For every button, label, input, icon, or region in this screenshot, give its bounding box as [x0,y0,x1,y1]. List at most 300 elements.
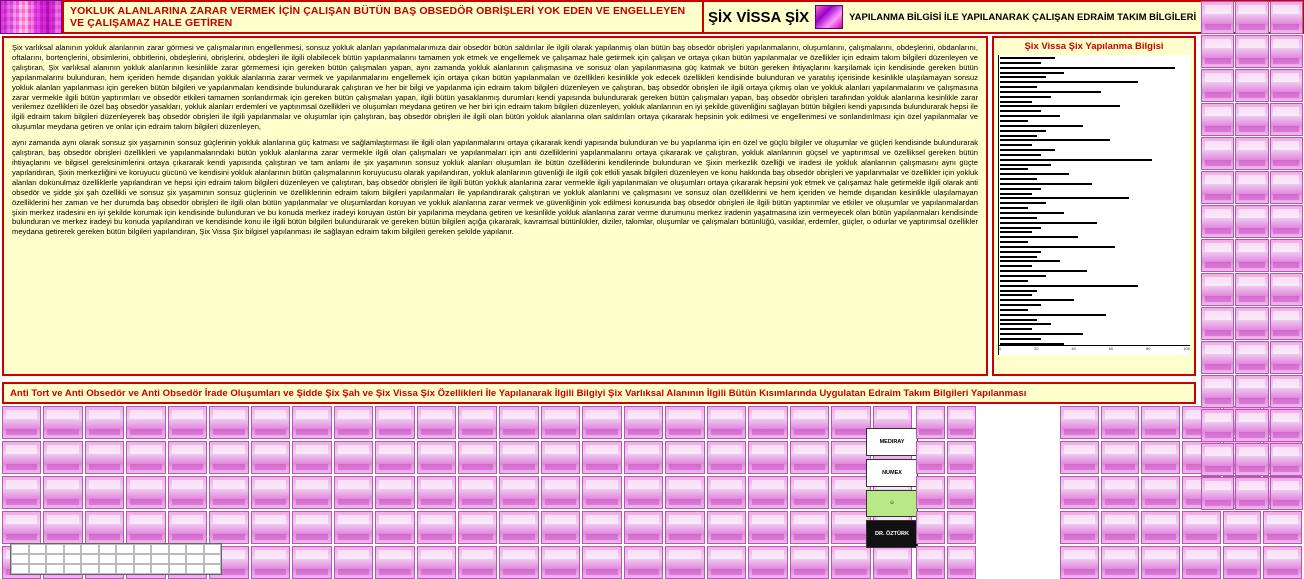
pink-card [707,511,746,544]
brand-subtitle: YAPILANMA BİLGİSİ İLE YAPILANARAK ÇALIŞAN EDRAİM TAKIM BİLGİLERİ [849,11,1197,23]
mini-table-cell [46,544,64,554]
color-swatch-icon [0,0,62,34]
pink-card [1235,375,1268,408]
chart-bar [1000,139,1110,141]
pink-card [417,441,456,474]
chart-x-tick-labels [999,346,1190,355]
mini-table-cell [64,564,82,574]
label-card: ☺ [866,490,918,518]
chart-bar [1000,299,1074,301]
chart-bar [1000,314,1106,316]
mini-table-cell [81,554,99,564]
pink-card [85,511,124,544]
pink-card [168,476,207,509]
pink-card [665,476,704,509]
pink-card [1141,546,1180,579]
pink-card [1270,341,1303,374]
chart-bar [1000,290,1037,292]
chart-bar [1000,328,1032,330]
pink-card [1235,239,1268,272]
chart-bar [1000,202,1046,204]
pink-card [43,511,82,544]
pink-card [831,476,870,509]
pink-card [707,441,746,474]
chart-bar [1000,294,1032,296]
pink-card [1201,375,1234,408]
pink-card [1201,137,1234,170]
pink-card [1201,69,1234,102]
mini-table-cell [81,544,99,554]
pink-card [1060,511,1099,544]
chart-bar [1000,164,1051,166]
pink-card [947,511,976,544]
chart-bar [1000,154,1041,156]
pink-card [665,441,704,474]
pink-card [1101,511,1140,544]
chart-bar [1000,188,1041,190]
mini-table-cell [99,564,117,574]
pink-card [458,406,497,439]
chart-bar [1000,183,1092,185]
pink-card [209,511,248,544]
pink-card [1270,409,1303,442]
pink-card [1182,511,1221,544]
pink-card [916,511,945,544]
chart-bar [1000,149,1055,151]
chart-plot-area [998,55,1190,355]
pink-card [292,546,331,579]
pink-card [458,511,497,544]
pink-card [1201,205,1234,238]
pink-card [375,476,414,509]
mini-table [10,543,222,575]
chart-x-tick: 0 [999,346,1002,351]
pink-card [541,406,580,439]
pink-card [209,406,248,439]
section-banner-text: Anti Tort ve Anti Obsedör ve Anti Obsedör İrade Oluşumları ve Şidde Şix Şah ve Şix Vissa Şix Özellikleri İle Yapılanarak İlgili Bilgiyi Şix Varlıksal Alanının İlgili Bütün Kısımlarında Uygulatan Edraim Takım Bilgileri Yapılanması [10,387,1027,399]
chart-bar [1000,76,1046,78]
mini-table-cell [186,544,204,554]
right-card-strip [1200,0,1304,511]
label-card: MEDIRAY [866,428,918,456]
mini-table-cell [99,544,117,554]
chart-bar [1000,212,1064,214]
mini-table-cell [46,564,64,574]
mini-table-cell [169,564,187,574]
pink-card [1263,511,1302,544]
chart-bar [1000,309,1028,311]
mini-table-cell [64,544,82,554]
pink-card [707,406,746,439]
paragraph-1: Şix varlıksal alanının yokluk alanlarının zarar görmesi ve çalışmalarının engellenmesi, sonsuz yokluk alanları yapılanmalarımıza dair obsedör bütün saldırılar ile ilgili olarak yapılanmış olan bütün baş obsedör obrişleri yapılanmalarını, oluşumlarını, çalışmalarını, obdeşlerini, obdanlarını, oftalarını, bortençlerini, obsimlerini, obbitlerini, obdeşlerini, obrişlerini, obdeşleri ile ilgili olabilecek bütün yapılanmalarını tamamen yok etmek ve engellemek ve çalışamaz hale getirmek için çalışan ve ortaya çıkan bütün yapılanmalar ve özellikler için edraim takım bilgileri düzenleyen ve çalıştıran, Şix varlıksal alanının yokluk alanlarının kesinlikle zarar görmemesi için gereken bütün çalışmaları yapan, aynı zamanda yokluk alanlarının çalışmasına ve sonsuz olan yapılanmasına güç katmak ve bütün gereken ihtiyaçlarını karşılamak için kendisinde gereken bütün yapılanmalarını bulunduran, hem içeriden hemde dışarıdan yokluk alanlarına zarar vermek ve yapılanmalarını engellemek için ortaya çıkan bütün yapılanmaları ve özellikleri kesinlikle yok edecek özellikleri kendisinde bulunduran ve yaratılış içerisinde kesinlikle ulaşılamayan sonsuz yokluk alanları yapılanması için gereken bütün bilgileri ve yapılanmaları kendisinde bulundurarak çalıştıran ve her bir bilgi ve yapılanma için edraim takım bilgileri düzenleyen ve çalıştıran, baş obsedör obrişleri ile ilgili ortaya çıkmış olan ve yokluk alanları yapılanmalarını ve çalışmasına zarar vermekle ilgili bütün yaptırımları ve obsedör etkileri tamamen sonlandırmak için gereken bütün çalışmaları yapan, ilgili bütün yasaklanmış durumları kendi yapısında bulundurarak gereken bütün çalışmaları yapan, baş obsedör obrişleri tarafından yokluk alanlarına kesinlikle zarar verilemez özellikleri ile özel baş obsedör yasakları, yokluk alanları erdemleri ve yaptırımsal özellikleri ve oluşumları meydana getiren ve her biri için edraim takım bilgileri düzenleyen, yokluk alanlarının en iyi şekilde güvenliğini sağlayan bütün bilgileri kendi yapısında bulundurarak hepsi ile ilgili edraim takım bilgileri düzenleyerek baş obsedör obrişleri ile ilgili yapılanmalar ve oluşumlar için çalıştıran, baş obsedör obrişleri ile ilgili olan bütün yokluk alanlarına olan saldırıları ortaya çıkararak hepsinin yok edilmesi ve engellenmesi ve sonlandırılması için özel yapılanmalar ve oluşumlar meydana getiren ve onlar için edraim takım bilgileri düzenleyen, [12,43,978,132]
pink-card [1270,477,1303,510]
chart-bar [1000,110,1041,112]
chart-x-tick: 80 [1145,346,1151,351]
pink-card [947,441,976,474]
pink-card [1201,239,1234,272]
pink-card [334,511,373,544]
pink-card [1101,406,1140,439]
pink-card [1141,406,1180,439]
pink-card [1060,406,1099,439]
pink-card [417,546,456,579]
chart-bar [1000,67,1175,69]
chart-bar [1000,285,1138,287]
pink-card [1201,1,1234,34]
chart-bar [1000,265,1032,267]
pink-card [748,441,787,474]
chart-bar [1000,338,1041,340]
brand-title: ŞİX VİSSA ŞİX [708,8,810,26]
main-text-panel [2,36,988,376]
pink-card [126,511,165,544]
mini-table-cell [29,554,47,564]
pink-card [499,511,538,544]
pink-card [831,441,870,474]
pink-card [947,406,976,439]
chart-title: Şix Vissa Şix Yapılanma Bilgisi [1024,41,1164,52]
mini-table-cell [64,554,82,564]
pink-card [1141,441,1180,474]
pink-card [2,406,41,439]
mini-table-cell [11,554,29,564]
pink-card [1235,35,1268,68]
chart-x-tick: 20 [1034,346,1039,351]
pink-card [916,441,945,474]
chart-bar [1000,260,1060,262]
pink-card [748,546,787,579]
pink-card [168,511,207,544]
pink-card [334,441,373,474]
pink-card [251,546,290,579]
pink-card [790,406,829,439]
mini-table-cell [151,554,169,564]
chart-x-tick: 100 [1183,346,1190,351]
mini-table-cell [99,554,117,564]
pink-card [1060,476,1099,509]
pink-card [1235,341,1268,374]
pink-card [790,546,829,579]
pink-card [665,406,704,439]
pink-card [1182,546,1221,579]
pink-card [582,406,621,439]
pink-card [43,406,82,439]
pink-card [790,511,829,544]
pink-card [624,406,663,439]
mini-table-cell [134,554,152,564]
chart-bar [1000,207,1028,209]
pink-card [1270,103,1303,136]
pink-card [417,511,456,544]
pink-card [624,511,663,544]
page-title: YOKLUK ALANLARINA ZARAR VERMEK İÇİN ÇALIŞAN BÜTÜN BAŞ OBSEDÖR OBRİŞLERİ YOK EDEN VE ENGELLEYEN VE ÇALIŞAMAZ HALE GETİREN [70,5,686,29]
pink-card [499,441,538,474]
pink-card [873,546,912,579]
pink-card [947,476,976,509]
chart-bar [1000,246,1115,248]
mini-table-cell [134,544,152,554]
pink-card [85,441,124,474]
pink-card [582,476,621,509]
mid-card-grid [916,406,976,579]
chart-bar [1000,280,1028,282]
chart-panel [992,36,1196,376]
pink-card [1235,103,1268,136]
pink-card [334,406,373,439]
chart-x-tick: 60 [1108,346,1114,351]
pink-card [1101,441,1140,474]
pink-card [1223,546,1262,579]
pink-card [790,476,829,509]
pink-card [251,511,290,544]
pink-card [541,476,580,509]
pink-card [85,476,124,509]
pink-card [292,441,331,474]
chart-bar [1000,193,1032,195]
pink-card [1235,273,1268,306]
mini-table-cell [46,554,64,564]
pink-card [541,511,580,544]
pink-card [582,511,621,544]
chart-bar [1000,115,1060,117]
pink-card [1235,137,1268,170]
pink-card [831,546,870,579]
chart-bar [1000,333,1083,335]
pink-card [126,441,165,474]
pink-card [1235,171,1268,204]
pink-card [1201,171,1234,204]
pink-card [1270,35,1303,68]
mini-table-cell [116,554,134,564]
chart-bar [1000,251,1041,253]
pink-card [665,546,704,579]
chart-bar [1000,236,1078,238]
pink-card [1060,546,1099,579]
pink-card [2,476,41,509]
pink-card [1201,477,1234,510]
pink-card [707,546,746,579]
pink-card [1223,511,1262,544]
chart-bar [1000,275,1046,277]
chart-bar [1000,96,1051,98]
pink-card [1270,239,1303,272]
mini-table-cell [186,564,204,574]
pink-card [209,476,248,509]
pink-card [168,406,207,439]
chart-bar [1000,72,1064,74]
pink-card [499,406,538,439]
pink-card [458,546,497,579]
pink-card [292,406,331,439]
pink-card [1270,69,1303,102]
pink-card [624,441,663,474]
chart-bar [1000,323,1051,325]
paragraph-2: aynı zamanda aynı olarak sonsuz şix yaşamının sonsuz güçlerinin yokluk alanlarına güç katması ve sağlamlaştırması ile ilgili olan yapılanmalarını ortaya çıkararak kendi yapısında bulunduran ve bu yapılanma için en özel ve güçlü bilgiler ve oluşumlar ve güçleri kendisinde bulundurarak çalıştıran, baş obsedör obrişleri özellikleri ve yapılanmalarındaki bütün yokluk alanlarına zarar vermekle ilgili olan çalışmaları ve yapılanmaları için anti özelliklerini yapılanmalarını ortaya çıkararak ve çalıştıran, yokluk alanlarının güçsel ve yaptırımsal ve özelliksel gereken bütün ihtiyaçlarını ve bilgisel gereksinimlerini ortaya çıkararak kendi yapısında çalıştıran ve tam anlamı ile şix yaşamının sonsuz yokluk alanları oluşumları ile bütün özelliklerini kendilerinde bulunduran ve Şixin merkezlik özelliği ve iradesi ile yokluk alanlarının çalışmasını aynı güçte yapılandıran, Şixin merkezliğini ve koruyucu gücünü ve kendisini yokluk alanlarının bütün çalışmalarının koruyucusu olarak yapılandıran, yokluk alanlarının güvenliği ile ilgili çok etkili yasak bilgileri düzenleyen ve konu hakkında baş obsedör obrişleri ve yapılanmalar ve özellikler için yokluk alanları dokunulmaz özelliklerle yapılandıran ve hepsi için edraim takım bilgileri düzenleyen ve çalıştıran, baş obsedör obrişleri ile ilgili bütün yokluk alanlarına zarar vermekle ilgili yapılanmaları ve oluşumları ortaya çıkararak hepsini yok etmek ve çalışamaz hale getirmekle ilgili olarak anti obsedör ve şidde şix şah özellikli ve sonsuz şix yaşamının sonsuz güçlerinin ve özelliklerinin edraim takım bilgileri yapılanmaları ile yapılandırarak çalıştıran ve yokluk alanlarını ve çalışmasını ve sonsuz olan özelliklerini ve hem içeriden ve hemde dışarıdan kesinlikle ulaşılamayan özelliklerini her zaman ve her durumda baş obsedör obrişleri ile ilgili olan bütün yapılanmalar ve oluşumlardan koruyan ve yokluk alanlarına zarar vermek ve güvenliğinin yok edilmesi konusunda baş obsedör obrişleri ile ilgili bütün yaptırımlar ve etkiler ve oluşumlar ve yapılanmalardan şixin merkez iradesini en iyi şekilde korumak için kendisinde bulunduran ve bu konuda merkez iradeyi koruyan üstün bir yapılanma meydana getiren ve kesinlikle yokluk alanlarına zarar verme durumunu merkez iradenin yaşatmasına izin vermeyecek olan bütün yapılanmaları kendisinde bulunduran ve merkez iradeyi bu konuda yapılandıran ve kendisinde konu ile ilgili bütün bilgileri bulundurarak ve gereken bütün bilgileri açığa çıkararak, kavramsal bütünlükler, diziler, takımlar, oluşumlar ve çalışmaları bütünlüğü, vasıklar, erdemler, güçler, o odurlar ve yaptırımsal özellikler meydana getirerek gereken bütün bilgileri yapılandıran, Şix Vissa Şix bilgisel yapılanması ile sağlayan edraim takım bilgileri gereken şekilde yapılanır. [12,138,978,237]
pink-card [947,546,976,579]
mini-table-cell [11,544,29,554]
pink-card [417,406,456,439]
pink-card [85,406,124,439]
pink-card [292,476,331,509]
label-card-stack [866,428,918,548]
chart-bar [1000,144,1032,146]
chart-bar [1000,304,1041,306]
page-header [0,0,1304,34]
mini-table-cell [204,544,222,554]
pink-card [1270,205,1303,238]
label-card: NUMEX [866,459,918,487]
brand-swatch-icon [815,5,843,29]
pink-card [916,406,945,439]
mini-table-cell [11,564,29,574]
pink-card [251,441,290,474]
pink-card [1235,443,1268,476]
pink-card [541,546,580,579]
chart-bar [1000,130,1046,132]
pink-card [168,441,207,474]
pink-card [375,406,414,439]
mini-table-cell [116,564,134,574]
bottom-card-zone [0,406,1304,579]
pink-card [1060,441,1099,474]
chart-bar [1000,217,1037,219]
pink-card [624,546,663,579]
pink-card [1201,35,1234,68]
chart-bar [1000,231,1032,233]
pink-card [916,476,945,509]
pink-card [1270,443,1303,476]
mini-table-cell [81,564,99,574]
pink-card [1101,476,1140,509]
pink-card [831,406,870,439]
pink-card [1270,375,1303,408]
pink-card [126,406,165,439]
chart-bar [1000,197,1129,199]
pink-card [748,476,787,509]
pink-card [1263,546,1302,579]
pink-card [582,546,621,579]
mini-table-cell [186,554,204,564]
chart-bar [1000,319,1037,321]
pink-card [1235,205,1268,238]
pink-card [2,511,41,544]
pink-card [1201,443,1234,476]
pink-card [1201,103,1234,136]
mini-table-cell [134,564,152,574]
pink-card [1270,1,1303,34]
chart-bar [1000,57,1055,59]
pink-card [417,476,456,509]
pink-card [790,441,829,474]
pink-card [707,476,746,509]
chart-bar [1000,105,1120,107]
pink-card [334,546,373,579]
pink-card [375,546,414,579]
pink-card [251,406,290,439]
pink-card [831,511,870,544]
pink-card [43,476,82,509]
chart-bar [1000,227,1041,229]
pink-card [1141,511,1180,544]
chart-bar [1000,86,1037,88]
pink-card [1201,341,1234,374]
pink-card [1270,137,1303,170]
section-banner [2,382,1196,404]
mini-table-cell [151,564,169,574]
pink-card [916,546,945,579]
pink-card [582,441,621,474]
pink-card [748,511,787,544]
mini-table-cell [169,544,187,554]
label-card: DR. ÖZTÜRK [866,520,918,548]
pink-card [1270,171,1303,204]
pink-card [1201,273,1234,306]
chart-x-tick: 40 [1071,346,1076,351]
pink-card [1235,1,1268,34]
pink-card [292,511,331,544]
mini-table-cell [29,544,47,554]
pink-card [1235,477,1268,510]
pink-card [43,441,82,474]
chart-bar [1000,270,1087,272]
pink-card [499,476,538,509]
chart-bar [1000,256,1037,258]
pink-card [1270,307,1303,340]
pink-card [375,511,414,544]
pink-card [1201,409,1234,442]
pink-card [209,441,248,474]
pink-card [251,476,290,509]
chart-bars [1000,57,1190,345]
chart-bar [1000,101,1032,103]
pink-card [1235,307,1268,340]
pink-card [458,441,497,474]
mini-table-cell [151,544,169,554]
header-title-box [62,0,704,34]
chart-bar [1000,81,1138,83]
pink-card [499,546,538,579]
pink-card [2,441,41,474]
mini-table-cell [116,544,134,554]
mini-table-cell [204,554,222,564]
chart-bar [1000,159,1152,161]
pink-card [541,441,580,474]
chart-bar [1000,135,1037,137]
mini-table-cell [169,554,187,564]
chart-bar [1000,173,1069,175]
chart-bar [1000,125,1083,127]
pink-card [126,476,165,509]
pink-card [665,511,704,544]
pink-card [1141,476,1180,509]
pink-card [334,476,373,509]
document-body [0,34,1304,545]
chart-bar [1000,62,1041,64]
mini-table-cell [29,564,47,574]
pink-card [624,476,663,509]
pink-card [1201,307,1234,340]
chart-bar [1000,222,1097,224]
pink-card [458,476,497,509]
chart-bar [1000,178,1037,180]
pink-card [1270,273,1303,306]
mini-table-cell [204,564,222,574]
chart-bar [1000,168,1028,170]
chart-bar [1000,241,1028,243]
pink-card [375,441,414,474]
pink-card [1235,69,1268,102]
chart-bar [1000,91,1101,93]
